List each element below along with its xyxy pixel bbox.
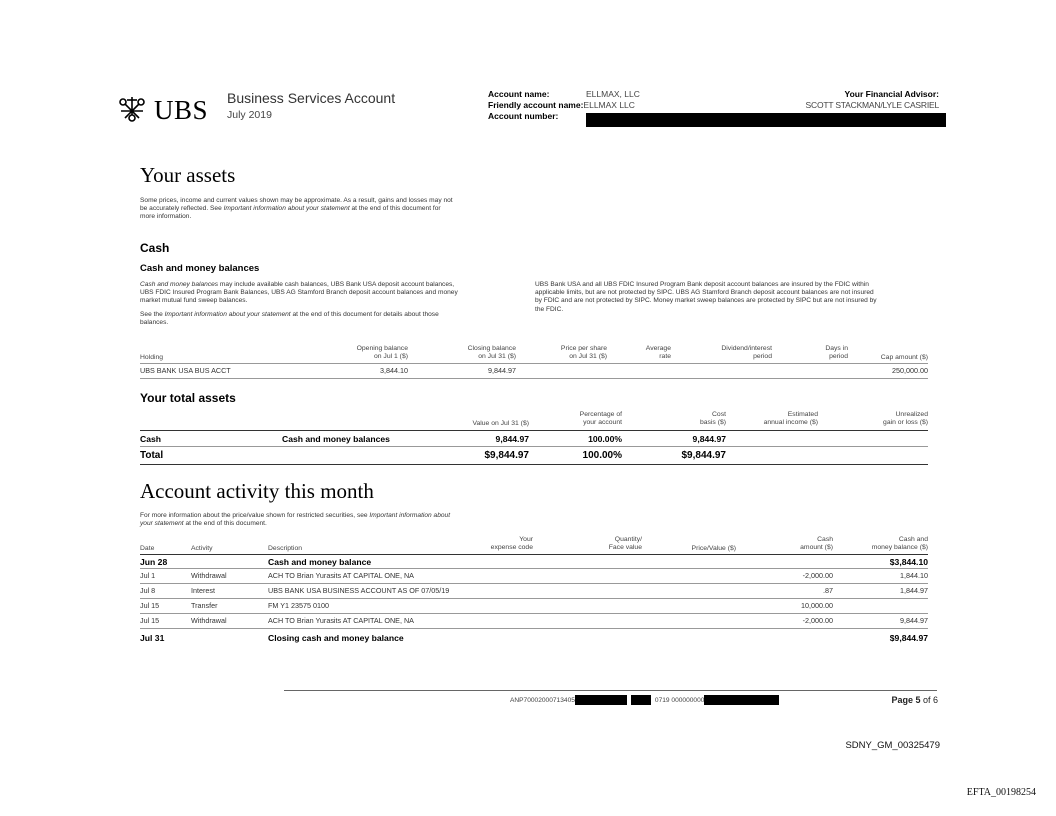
col-unrealized (883, 411, 928, 427)
activity-row-amount: .87 (823, 586, 833, 595)
col-qty-1: Quantity/ (614, 536, 642, 543)
activity-row-balance: 1,844.97 (900, 586, 928, 595)
col-exp-2: expense code (490, 543, 533, 551)
page-number (891, 695, 938, 705)
col-price-2: on Jul 31 ($) (569, 352, 607, 360)
cash-right-line-1: UBS Bank USA and all UBS FDIC Insured Program Bank deposit account balances are insured by the FDIC within (535, 281, 869, 288)
cash-left-1-italic: Cash and money balances (140, 281, 219, 288)
col-days-1: Days in (825, 345, 848, 352)
col-cost-1: Cost (712, 411, 726, 418)
cash-left-line-1 (140, 281, 520, 289)
col-estimated-income (764, 411, 818, 427)
activity-rule-4 (140, 628, 928, 629)
col-bal-1: Cash and (898, 536, 928, 543)
col-opening-1: Opening balance (356, 345, 408, 352)
col-pct-2: your account (583, 418, 622, 426)
total-value: $9,844.97 (484, 450, 529, 461)
activity-intro-2-italic: your statement (140, 520, 184, 528)
activity-header-rule (140, 554, 928, 555)
activity-row-type: Transfer (191, 601, 218, 610)
total-cost: $9,844.97 (681, 450, 726, 461)
account-name-value: ELLMAX, LLC (586, 89, 640, 99)
activity-intro-line-1 (140, 512, 540, 520)
assets-intro-2b: at the end of this document for (349, 205, 441, 213)
col-holding: Holding (140, 354, 164, 361)
activity-row-amount: -2,000.00 (802, 616, 833, 625)
activity-row-amount: 10,000.00 (801, 601, 833, 610)
activity-row-balance: 9,844.97 (900, 616, 928, 625)
total-assets-heading: Your total assets (140, 391, 236, 405)
total-cash-label: Cash (140, 434, 162, 444)
col-price-per-share (561, 345, 607, 361)
col-cost-basis (700, 411, 726, 427)
advisor-label: Your Financial Advisor: (844, 89, 939, 99)
assets-intro-2a: be accurately reflected. See (140, 205, 224, 213)
col-unr-2: gain or loss ($) (883, 418, 928, 426)
cash-left-2-italic: Important information about your statement (164, 310, 291, 318)
activity-row-type: Withdrawal (191, 616, 227, 625)
total-cash-desc: Cash and money balances (282, 434, 390, 444)
cash-left-line-2: UBS FDIC Insured Program Bank Balances, UBS AG Stamford Branch deposit account balances and money (140, 289, 458, 297)
total-table-bottom-rule (140, 464, 928, 465)
cash-left-line-5: balances. (140, 318, 169, 326)
total-cash-cost: 9,844.97 (692, 434, 726, 444)
activity-row-type: Interest (191, 586, 215, 595)
activity-row-balance: 1,844.10 (900, 571, 928, 580)
activity-row-type: Withdrawal (191, 571, 227, 580)
statement-date: July 2019 (227, 109, 272, 121)
activity-row-date: Jul 8 (140, 586, 156, 595)
account-name-label: Account name: (488, 89, 550, 99)
footer-document-code (510, 695, 779, 705)
activity-title: Account activity this month (140, 479, 374, 503)
page-current: 5 (915, 695, 921, 705)
col-est-1: Estimated (787, 411, 818, 418)
col-dividend-period (721, 345, 772, 361)
financial-advisor (806, 89, 939, 111)
ubs-logo (115, 94, 208, 126)
col-cash-amount (800, 536, 833, 552)
opening-balance: $3,844.10 (889, 557, 928, 567)
cash-money-heading: Cash and money balances (140, 263, 260, 274)
col-average-rate (646, 345, 671, 361)
col-qty-2: Face value (608, 543, 642, 551)
col-price-1: Price per share (560, 345, 607, 352)
activity-row-desc: ACH TO Brian Yurasits AT CAPITAL ONE, NA (268, 616, 414, 625)
col-exp-1: Your (519, 536, 533, 543)
cash-table-header-rule (140, 363, 928, 364)
account-number-label: Account number: (488, 111, 559, 121)
activity-intro-1-italic: Important information about (369, 512, 451, 519)
footer-redaction-3 (704, 695, 779, 705)
cash-heading: Cash (140, 241, 170, 255)
col-closing-balance (468, 345, 516, 361)
col-opening-balance (357, 345, 408, 361)
col-closing-2: on Jul 31 ($) (478, 352, 516, 360)
account-number-redaction (586, 113, 946, 127)
col-days-in-period (825, 345, 848, 361)
activity-row-date: Jul 15 (140, 616, 160, 625)
activity-row-amount: -2,000.00 (802, 571, 833, 580)
bates-number-efta: EFTA_00198254 (966, 787, 1036, 798)
activity-row-date: Jul 1 (140, 571, 156, 580)
col-opening-2: on Jul 1 ($) (373, 352, 408, 360)
assets-intro-line-1: Some prices, income and current values shown may be approximate. As a result, gains and losses may not (140, 197, 453, 204)
total-table-mid-rule (140, 446, 928, 447)
cash-right-line-3: by FDIC and are not protected by SIPC. Money market sweep balances are protected by SIPC but are not insured by (535, 297, 877, 305)
col-div-2: period (753, 352, 772, 360)
col-expense-code (491, 536, 533, 552)
col-est-2: annual income ($) (763, 418, 818, 426)
document-title: Business Services Account (227, 90, 396, 106)
col-cash-2: amount ($) (800, 543, 833, 551)
col-value: Value on Jul 31 ($) (472, 420, 529, 427)
col-percentage (580, 411, 622, 427)
total-label: Total (140, 450, 164, 461)
activity-row-date: Jul 15 (140, 601, 160, 610)
activity-row-desc: ACH TO Brian Yurasits AT CAPITAL ONE, NA (268, 571, 414, 580)
activity-row-desc: UBS BANK USA BUSINESS ACCOUNT AS OF 07/05/19 (268, 586, 450, 595)
opening-date: Jun 28 (140, 557, 168, 567)
assets-intro-2-italic: Important information about your statement (223, 205, 350, 213)
col-date: Date (140, 545, 155, 552)
footer-redaction-1 (575, 695, 627, 705)
closing-balance: $9,844.97 (889, 633, 928, 643)
friendly-name-label: Friendly account name: (488, 100, 584, 110)
cash-right-paragraph (535, 281, 935, 314)
col-cap-amount: Cap amount ($) (880, 354, 928, 361)
closing-date: Jul 31 (140, 633, 165, 643)
total-table-header-rule (140, 430, 928, 431)
col-price-value: Price/Value ($) (691, 545, 736, 552)
holding-cap: 250,000.00 (892, 366, 928, 375)
footer-rule (284, 690, 937, 691)
col-description: Description (268, 545, 302, 552)
cash-left-2b: at the end of this document for details about those (290, 310, 439, 318)
holding-name: UBS BANK USA BUS ACCT (140, 366, 231, 375)
col-avg-2: rate (659, 352, 671, 360)
cash-right-line-4: the FDIC. (535, 305, 564, 313)
bates-number-sdny: SDNY_GM_00325479 (845, 740, 940, 751)
col-pct-1: Percentage of (579, 411, 622, 418)
col-unr-1: Unrealized (895, 411, 928, 418)
activity-intro-1a: For more information about the price/value shown for restricted securities, see (140, 512, 370, 519)
ubs-logo-text: UBS (154, 94, 209, 125)
activity-rule-1 (140, 583, 928, 584)
col-days-2: period (829, 352, 848, 360)
col-closing-1: Closing balance (467, 345, 516, 352)
opening-desc: Cash and money balance (268, 557, 372, 567)
col-div-1: Dividend/interest (721, 345, 772, 352)
total-cash-value: 9,844.97 (495, 434, 529, 444)
col-money-balance (872, 536, 928, 552)
footer-code-a: ANP70002000713405 (510, 696, 575, 704)
total-cash-pct: 100.00% (588, 434, 622, 444)
friendly-name-value: ELLMAX LLC (583, 100, 635, 110)
ubs-keys-icon (115, 94, 149, 126)
cash-table-bottom-rule (140, 378, 928, 379)
assets-title: Your assets (140, 163, 236, 187)
assets-intro-line-3: more information. (140, 213, 192, 221)
activity-rule-2 (140, 598, 928, 599)
holding-closing: 9,844.97 (488, 366, 516, 375)
col-quantity (609, 536, 642, 552)
assets-intro-line-2 (140, 205, 520, 213)
activity-row-desc: FM Y1 23575 0100 (268, 601, 330, 610)
activity-rule-0 (140, 568, 928, 569)
activity-intro (140, 512, 540, 528)
total-pct: 100.00% (582, 450, 622, 461)
holding-opening: 3,844.10 (380, 366, 408, 375)
account-name-row (488, 89, 640, 100)
col-cost-2: basis ($) (699, 418, 726, 426)
advisor-value: SCOTT STACKMAN/LYLE CASRIEL (805, 100, 939, 110)
col-activity: Activity (191, 545, 213, 552)
activity-intro-line-2 (140, 520, 540, 528)
cash-left-paragraph (140, 281, 520, 327)
assets-intro (140, 197, 520, 222)
cash-left-line-3: market mutual fund sweep balances. (140, 297, 248, 305)
footer-redaction-2 (631, 695, 651, 705)
cash-left-1a: may include available cash balances, UBS Bank USA deposit account balances, (218, 281, 455, 288)
col-cash-1: Cash (817, 536, 833, 543)
footer-code-b: 0719 000000000 (654, 696, 705, 704)
cash-left-2a: See the (140, 310, 165, 318)
col-bal-2: money balance ($) (871, 543, 928, 551)
activity-rule-3 (140, 613, 928, 614)
col-avg-1: Average (645, 345, 671, 352)
closing-desc: Closing cash and money balance (268, 633, 404, 643)
cash-left-line-4 (140, 311, 520, 319)
cash-right-line-2: applicable limits, but are not protected by SIPC. UBS AG Stamford Branch deposit account balances are not insured (535, 289, 874, 297)
page-suffix: of 6 (920, 695, 938, 705)
friendly-name-row (488, 100, 640, 111)
activity-intro-2b: at the end of this document. (183, 520, 267, 528)
page-prefix: Page (891, 695, 916, 705)
